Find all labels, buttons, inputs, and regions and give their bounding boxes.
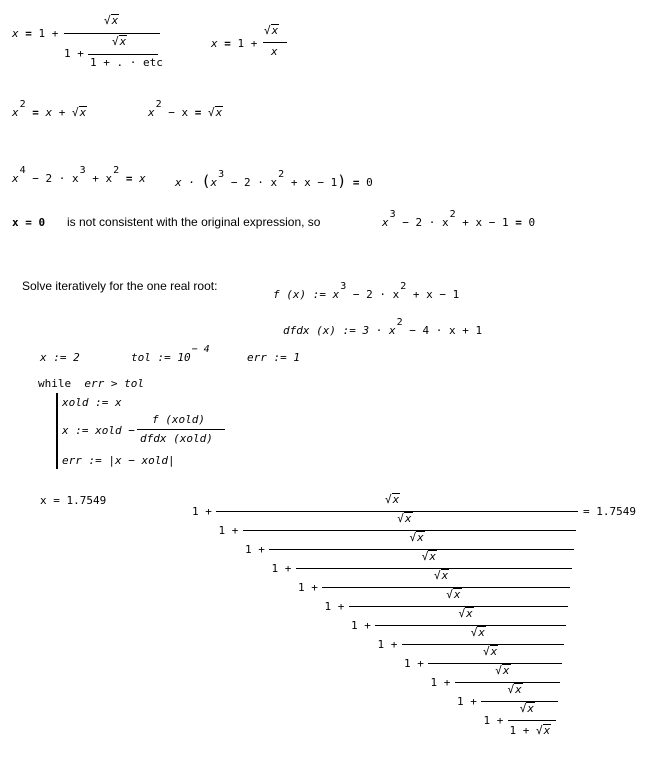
cf-prefix-4: 1 + (298, 581, 318, 594)
init-x: x := 2 (40, 351, 80, 364)
equation-quartic: x4 − 2 · x3 + x2 = x (12, 165, 146, 185)
loop-line-newton-num: f (xold) (152, 413, 205, 426)
equation-squared-rearranged: x2 − x = √x (148, 99, 223, 119)
cf-prefix-2: 1 + (245, 543, 265, 556)
cf-numerator-0: √x (385, 493, 400, 506)
x-zero-statement: x = 0 (12, 216, 46, 229)
cf-numerator-6: √x (458, 607, 473, 620)
cf-prefix-5: 1 + (324, 600, 345, 613)
init-err: err := 1 (247, 351, 300, 364)
row1-rhs-numerator: √x (264, 24, 279, 37)
cf-prefix-9: 1 + (430, 676, 451, 689)
cf-numerator-10: √x (507, 683, 522, 696)
loop-line-newton-den: dfdx (xold) (140, 432, 213, 445)
cf-numerator-1: √x (397, 512, 412, 525)
cf-numerator-9: √x (495, 664, 510, 677)
cf-final-denominator: 1 + √x (509, 724, 551, 737)
cf-prefix-6: 1 + (351, 619, 371, 632)
cf-numerator-11: √x (519, 702, 534, 715)
derivative-definition: dfdx (x) := 3 · x2 − 4 · x + 1 (283, 317, 483, 337)
cf-prefix-7: 1 + (377, 638, 398, 651)
cf-result: = 1.7549 (583, 505, 636, 518)
cf-prefix-10: 1 + (457, 695, 477, 708)
loop-line-err: err := |x − xold| (62, 454, 175, 467)
cf-numerator-7: √x (470, 626, 485, 639)
init-tol: tol := 10− 4 (131, 344, 210, 364)
equation-squared: x2 = x + √x (12, 99, 87, 119)
row1-inner-denominator: 1 + . · etc (90, 56, 163, 69)
equation-continued-fraction: x = 1 + (12, 27, 59, 40)
cf-numerator-4: √x (434, 569, 449, 582)
cf-prefix-0: 1 + (192, 505, 212, 518)
loop-line-xold: xold := x (62, 396, 122, 409)
cf-numerator-3: √x (421, 550, 436, 563)
result-x: x = 1.7549 (40, 494, 107, 507)
cf-bar-11 (508, 720, 557, 721)
cf-prefix-1: 1 + (218, 524, 239, 537)
cf-numerator-5: √x (446, 588, 461, 601)
function-definition: f (x) := x3 − 2 · x2 + x − 1 (273, 281, 460, 301)
while-loop-header: while err > tol (38, 377, 144, 390)
consistency-note: is not consistent with the original expression, so (67, 215, 321, 229)
row1-rhs-denominator: x (271, 45, 278, 58)
row1-den-prefix: 1 + (64, 47, 84, 60)
cf-prefix-11: 1 + (483, 714, 504, 727)
equation-simplified: x = 1 + (211, 37, 258, 50)
cf-numerator-8: √x (483, 645, 498, 658)
row1-numerator: √x (104, 14, 119, 27)
loop-line-newton-lhs: x := xold − (62, 424, 135, 437)
row1-inner-numerator: √x (112, 35, 127, 48)
cf-numerator-2: √x (409, 531, 424, 544)
solve-instruction: Solve iteratively for the one real root: (22, 279, 218, 293)
equation-factored: x · (x3 − 2 · x2 + x − 1) = 0 (175, 169, 373, 190)
equation-cubic: x3 − 2 · x2 + x − 1 = 0 (382, 209, 536, 229)
cf-prefix-8: 1 + (404, 657, 424, 670)
cf-prefix-3: 1 + (271, 562, 292, 575)
